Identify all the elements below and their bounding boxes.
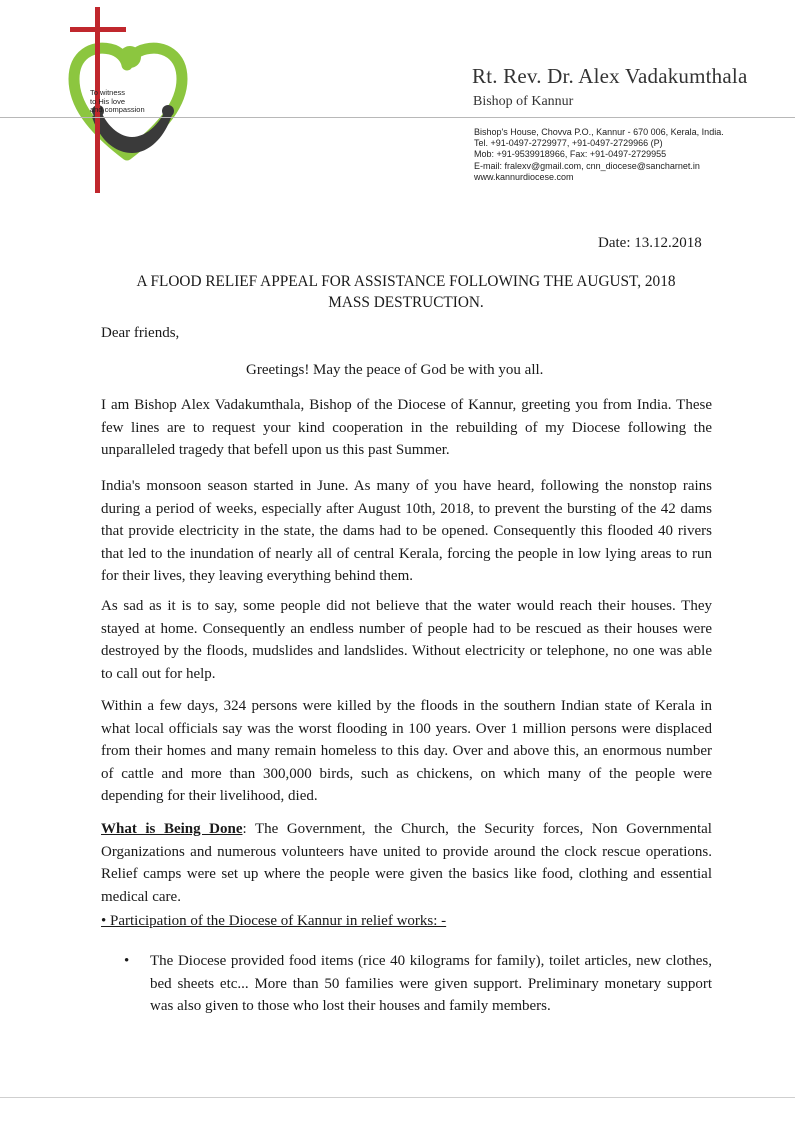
header-divider xyxy=(0,117,795,118)
letter-title-line: A FLOOD RELIEF APPEAL FOR ASSISTANCE FOLLOWING THE AUGUST, 2018 xyxy=(136,273,676,290)
diocese-logo xyxy=(60,5,195,195)
footer-divider xyxy=(0,1097,795,1098)
logo-motto xyxy=(90,89,145,115)
body-paragraph: Within a few days, 324 persons were killed by the floods in the southern Indian state of Kerala in what local officials say was the worst flooding in 100 years. Over 1 million persons were displaced from their homes and many remain homeless to this day. Over and above this, an enormous number of cattle and more than 300,000 birds, such as chickens, on which many of the people were depending for their livelihood, died. xyxy=(101,698,712,805)
contact-phone: Tel. +91-0497-2729977, +91-0497-2729966 (P) xyxy=(474,138,663,149)
contact-mobile-fax: Mob: +91-9539918966, Fax: +91-0497-2729955 xyxy=(474,149,667,160)
list-item xyxy=(124,950,712,1018)
logo-motto-line: and compassion xyxy=(90,105,145,114)
logo-motto-line: to His love xyxy=(90,96,126,106)
salutation: Dear friends, xyxy=(101,325,180,341)
contact-website: www.kannurdiocese.com xyxy=(474,171,574,182)
letterhead-title: Bishop of Kannur xyxy=(473,94,574,109)
contact-email: E-mail: fralexv@gmail.com, cnn_diocese@sancharnet.in xyxy=(474,160,700,171)
list-item-text: The Diocese provided food items (rice 40 kilograms for family), toilet articles, new clothes, bed sheets etc... More than 50 families were given support. Preliminary monetary support was also given to those who lost their houses and family members. xyxy=(150,953,712,1015)
letterhead-name: Rt. Rev. Dr. Alex Vadakumthala xyxy=(472,64,748,88)
what-is-being-done-heading: What is Being Done xyxy=(101,821,243,837)
bullet-icon: • xyxy=(124,953,130,969)
body-paragraph: India's monsoon season started in June. As many of you have heard, following the nonstop rains during a period of weeks, especially after August 10th, 2018, to prevent the bursting of the 42 dams that provide electricity in the state, the dams had to be opened. Consequently this flooded 40 rivers that led to the inundation of nearly all of central Kerala, forcing the people in low lying areas to run for their lives, they leaving everything behind them. xyxy=(101,478,712,585)
letter-date: Date: 13.12.2018 xyxy=(598,235,702,251)
body-paragraph: I am Bishop Alex Vadakumthala, Bishop of the Diocese of Kannur, greeting you from India. These few lines are to request your kind cooperation in the rebuilding of my Diocese following the unparalleled tragedy that befell upon us this past Summer. xyxy=(101,397,712,459)
section-heading: • Participation of the Diocese of Kannur in relief works: - xyxy=(101,913,447,929)
contact-address: Bishop's House, Chovva P.O., Kannur - 670 006, Kerala, India. xyxy=(474,127,724,137)
body-paragraph: As sad as it is to say, some people did not believe that the water would reach their houses. They stayed at home. Consequently an endless number of people had to be rescued as their houses were destroyed by the floods, mudslides and landslides. Without electricity or telephone, no one was able to call out for help. xyxy=(101,598,712,682)
what-is-being-done-paragraph xyxy=(101,818,712,908)
letterhead-contact xyxy=(474,127,724,183)
letter-title xyxy=(110,271,702,313)
logo-motto-line: To witness xyxy=(90,88,126,97)
letter-title-line: MASS DESTRUCTION. xyxy=(328,294,484,311)
what-is-being-done-text: : The Government, the Church, the Security forces, Non Governmental Organizations and numerous volunteers have united to provide around the clock rescue operations. Relief camps were set up where the people were given the basics like food, clothing and essential medical care. xyxy=(101,821,712,905)
greeting: Greetings! May the peace of God be with you all. xyxy=(246,362,544,378)
